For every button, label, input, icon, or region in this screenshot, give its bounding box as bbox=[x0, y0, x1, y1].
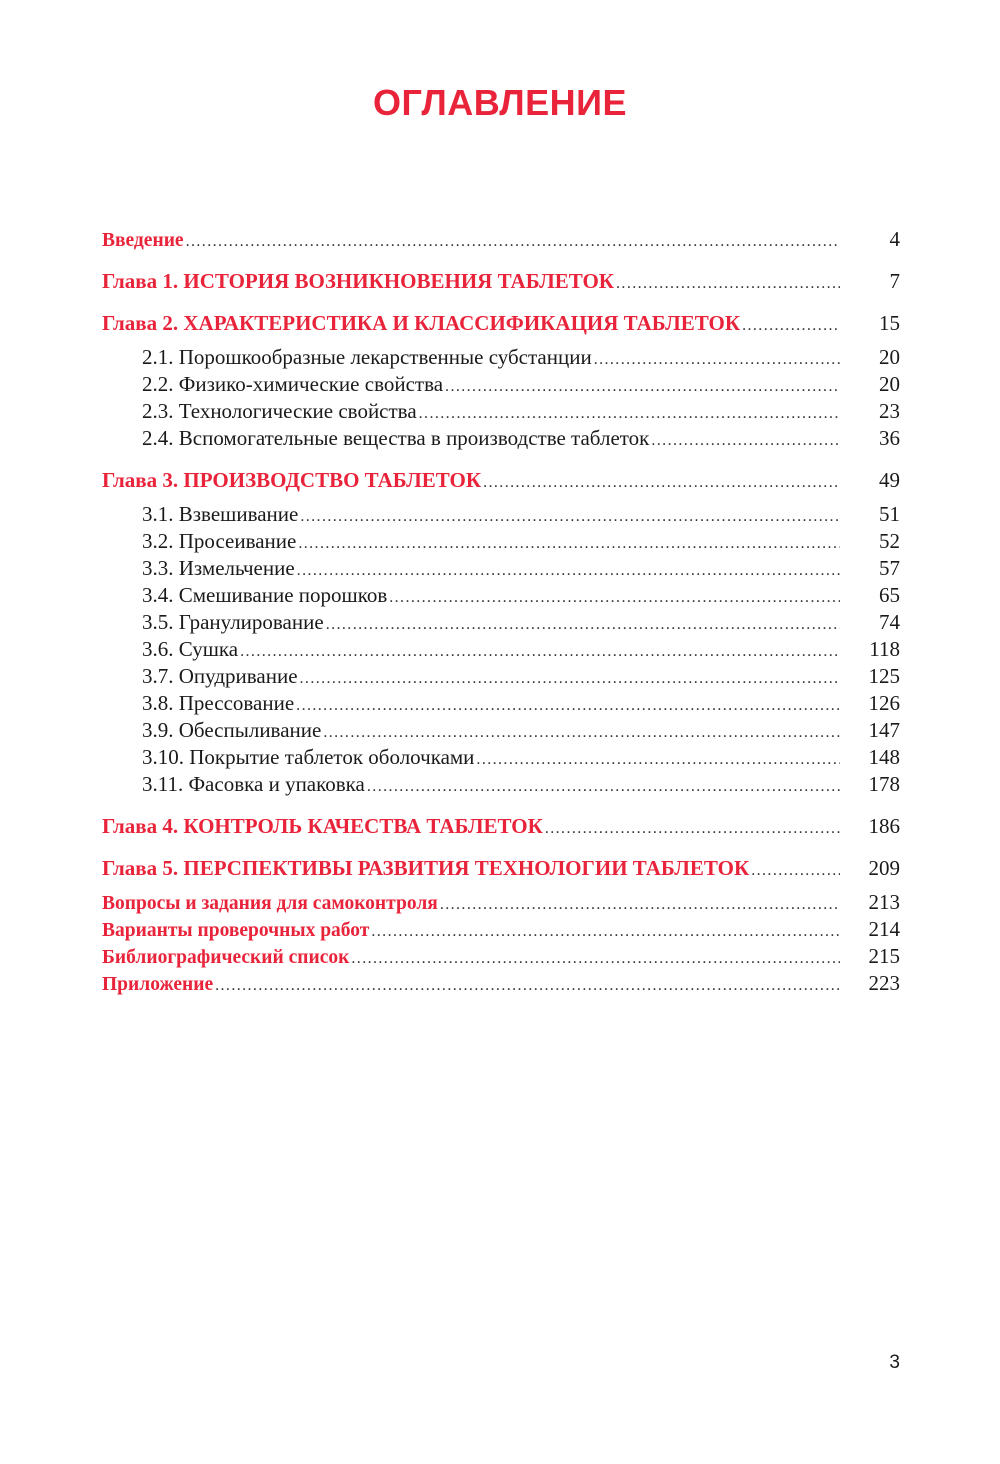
dot-leader bbox=[751, 855, 840, 884]
toc-entry-page: 148 bbox=[868, 745, 900, 769]
toc-entry-page: 74 bbox=[879, 610, 900, 634]
toc-entry-label: Глава 4. КОНТРОЛЬ КАЧЕСТВА ТАБЛЕТОК bbox=[102, 814, 543, 838]
toc-entry-section-3-10[interactable] bbox=[102, 744, 900, 771]
toc-entry-label: Варианты проверочных работ bbox=[102, 920, 370, 941]
toc-entry-page: 52 bbox=[879, 529, 900, 553]
dot-leader bbox=[389, 582, 840, 611]
toc-entry-section-2-3[interactable] bbox=[102, 398, 900, 425]
toc-entry-page: 215 bbox=[868, 944, 900, 968]
toc-entry-label: 3.3. Измельчение bbox=[142, 556, 295, 580]
toc-entry-section-2-1[interactable] bbox=[102, 344, 900, 371]
page-number: 3 bbox=[889, 1352, 900, 1373]
toc-entry-page: 65 bbox=[879, 583, 900, 607]
toc-entry-page: 49 bbox=[879, 468, 900, 492]
toc-entry-section-3-8[interactable] bbox=[102, 690, 900, 717]
toc-entry-label: 3.5. Гранулирование bbox=[142, 610, 324, 634]
toc-entry-label: Введение bbox=[102, 230, 184, 251]
toc-entry-label: 2.1. Порошкообразные лекарственные субстанции bbox=[142, 345, 592, 369]
toc-entry-page: 209 bbox=[868, 856, 900, 880]
toc-entry-test-variants[interactable] bbox=[102, 916, 900, 943]
dot-leader bbox=[186, 226, 840, 255]
dot-leader bbox=[351, 943, 840, 972]
toc-entry-self-check[interactable] bbox=[102, 889, 900, 916]
toc-entry-page: 23 bbox=[879, 399, 900, 423]
table-of-contents bbox=[102, 226, 900, 997]
dot-leader bbox=[545, 813, 840, 842]
dot-leader bbox=[594, 344, 840, 373]
toc-entry-page: 223 bbox=[868, 971, 900, 995]
dot-leader bbox=[742, 310, 840, 339]
toc-entry-chapter-2[interactable] bbox=[102, 310, 900, 337]
toc-entry-page: 125 bbox=[868, 664, 900, 688]
toc-entry-bibliography[interactable] bbox=[102, 943, 900, 970]
toc-entry-section-3-9[interactable] bbox=[102, 717, 900, 744]
toc-entry-page: 7 bbox=[889, 269, 900, 293]
toc-entry-section-3-3[interactable] bbox=[102, 555, 900, 582]
dot-leader bbox=[300, 501, 840, 530]
toc-entry-section-3-7[interactable] bbox=[102, 663, 900, 690]
dot-leader bbox=[483, 467, 840, 496]
toc-entry-label: Глава 3. ПРОИЗВОДСТВО ТАБЛЕТОК bbox=[102, 468, 482, 492]
toc-entry-label: 3.8. Прессование bbox=[142, 691, 295, 715]
dot-leader bbox=[240, 636, 840, 665]
toc-entry-label: Вопросы и задания для самоконтроля bbox=[102, 893, 438, 914]
toc-entry-label: Глава 2. ХАРАКТЕРИСТИКА И КЛАССИФИКАЦИЯ ТАБЛЕТОК bbox=[102, 311, 741, 335]
toc-entry-label: 3.11. Фасовка и упаковка bbox=[142, 772, 365, 796]
dot-leader bbox=[296, 690, 840, 719]
toc-entry-chapter-4[interactable] bbox=[102, 813, 900, 840]
toc-entry-section-3-6[interactable] bbox=[102, 636, 900, 663]
toc-entry-label: 2.4. Вспомогательные вещества в производстве таблеток bbox=[142, 426, 650, 450]
toc-entry-section-3-11[interactable] bbox=[102, 771, 900, 798]
dot-leader bbox=[371, 916, 840, 945]
toc-entry-label: 3.6. Сушка bbox=[142, 637, 239, 661]
toc-entry-page: 178 bbox=[868, 772, 900, 796]
toc-entry-page: 147 bbox=[868, 718, 900, 742]
dot-leader bbox=[367, 771, 840, 800]
toc-entry-section-2-4[interactable] bbox=[102, 425, 900, 452]
dot-leader bbox=[300, 663, 840, 692]
toc-entry-page: 20 bbox=[879, 372, 900, 396]
toc-entry-page: 213 bbox=[868, 890, 900, 914]
toc-entry-page: 4 bbox=[889, 227, 900, 251]
toc-entry-page: 214 bbox=[868, 917, 900, 941]
toc-entry-appendix[interactable] bbox=[102, 970, 900, 997]
toc-entry-page: 57 bbox=[879, 556, 900, 580]
dot-leader bbox=[651, 425, 840, 454]
toc-entry-chapter-3[interactable] bbox=[102, 467, 900, 494]
dot-leader bbox=[445, 371, 840, 400]
dot-leader bbox=[440, 889, 840, 918]
dot-leader bbox=[215, 970, 840, 999]
toc-entry-label: Приложение bbox=[102, 974, 214, 995]
toc-entry-section-3-4[interactable] bbox=[102, 582, 900, 609]
dot-leader bbox=[297, 555, 840, 584]
toc-entry-label: 3.2. Просеивание bbox=[142, 529, 297, 553]
toc-entry-page: 36 bbox=[879, 426, 900, 450]
page-title: ОГЛАВЛЕНИЕ bbox=[372, 82, 628, 123]
dot-leader bbox=[616, 268, 840, 297]
toc-entry-page: 186 bbox=[868, 814, 900, 838]
toc-entry-label: Библиографический список bbox=[102, 947, 350, 968]
toc-entry-page: 20 bbox=[879, 345, 900, 369]
toc-entry-label: Глава 5. ПЕРСПЕКТИВЫ РАЗВИТИЯ ТЕХНОЛОГИИ ТАБЛЕТОК bbox=[102, 856, 750, 880]
toc-entry-chapter-1[interactable] bbox=[102, 268, 900, 295]
toc-entry-label: 3.7. Опудривание bbox=[142, 664, 298, 688]
toc-entry-section-3-1[interactable] bbox=[102, 501, 900, 528]
toc-entry-label: 3.4. Смешивание порошков bbox=[142, 583, 388, 607]
toc-entry-label: 3.1. Взвешивание bbox=[142, 502, 299, 526]
toc-entry-introduction[interactable] bbox=[102, 226, 900, 253]
toc-entry-label: 2.2. Физико-химические свойства bbox=[142, 372, 444, 396]
toc-entry-label: 2.3. Технологические свойства bbox=[142, 399, 417, 423]
dot-leader bbox=[323, 717, 840, 746]
toc-entry-page: 15 bbox=[879, 311, 900, 335]
toc-entry-label: 3.9. Обеспыливание bbox=[142, 718, 322, 742]
dot-leader bbox=[326, 609, 840, 638]
toc-entry-section-2-2[interactable] bbox=[102, 371, 900, 398]
toc-entry-section-3-5[interactable] bbox=[102, 609, 900, 636]
toc-entry-page: 51 bbox=[879, 502, 900, 526]
toc-entry-page: 118 bbox=[869, 637, 900, 661]
toc-entry-label: Глава 1. ИСТОРИЯ ВОЗНИКНОВЕНИЯ ТАБЛЕТОК bbox=[102, 269, 615, 293]
toc-entry-section-3-2[interactable] bbox=[102, 528, 900, 555]
dot-leader bbox=[419, 398, 840, 427]
toc-entry-label: 3.10. Покрытие таблеток оболочками bbox=[142, 745, 475, 769]
toc-entry-chapter-5[interactable] bbox=[102, 855, 900, 882]
dot-leader bbox=[298, 528, 840, 557]
dot-leader bbox=[476, 744, 840, 773]
toc-entry-page: 126 bbox=[868, 691, 900, 715]
